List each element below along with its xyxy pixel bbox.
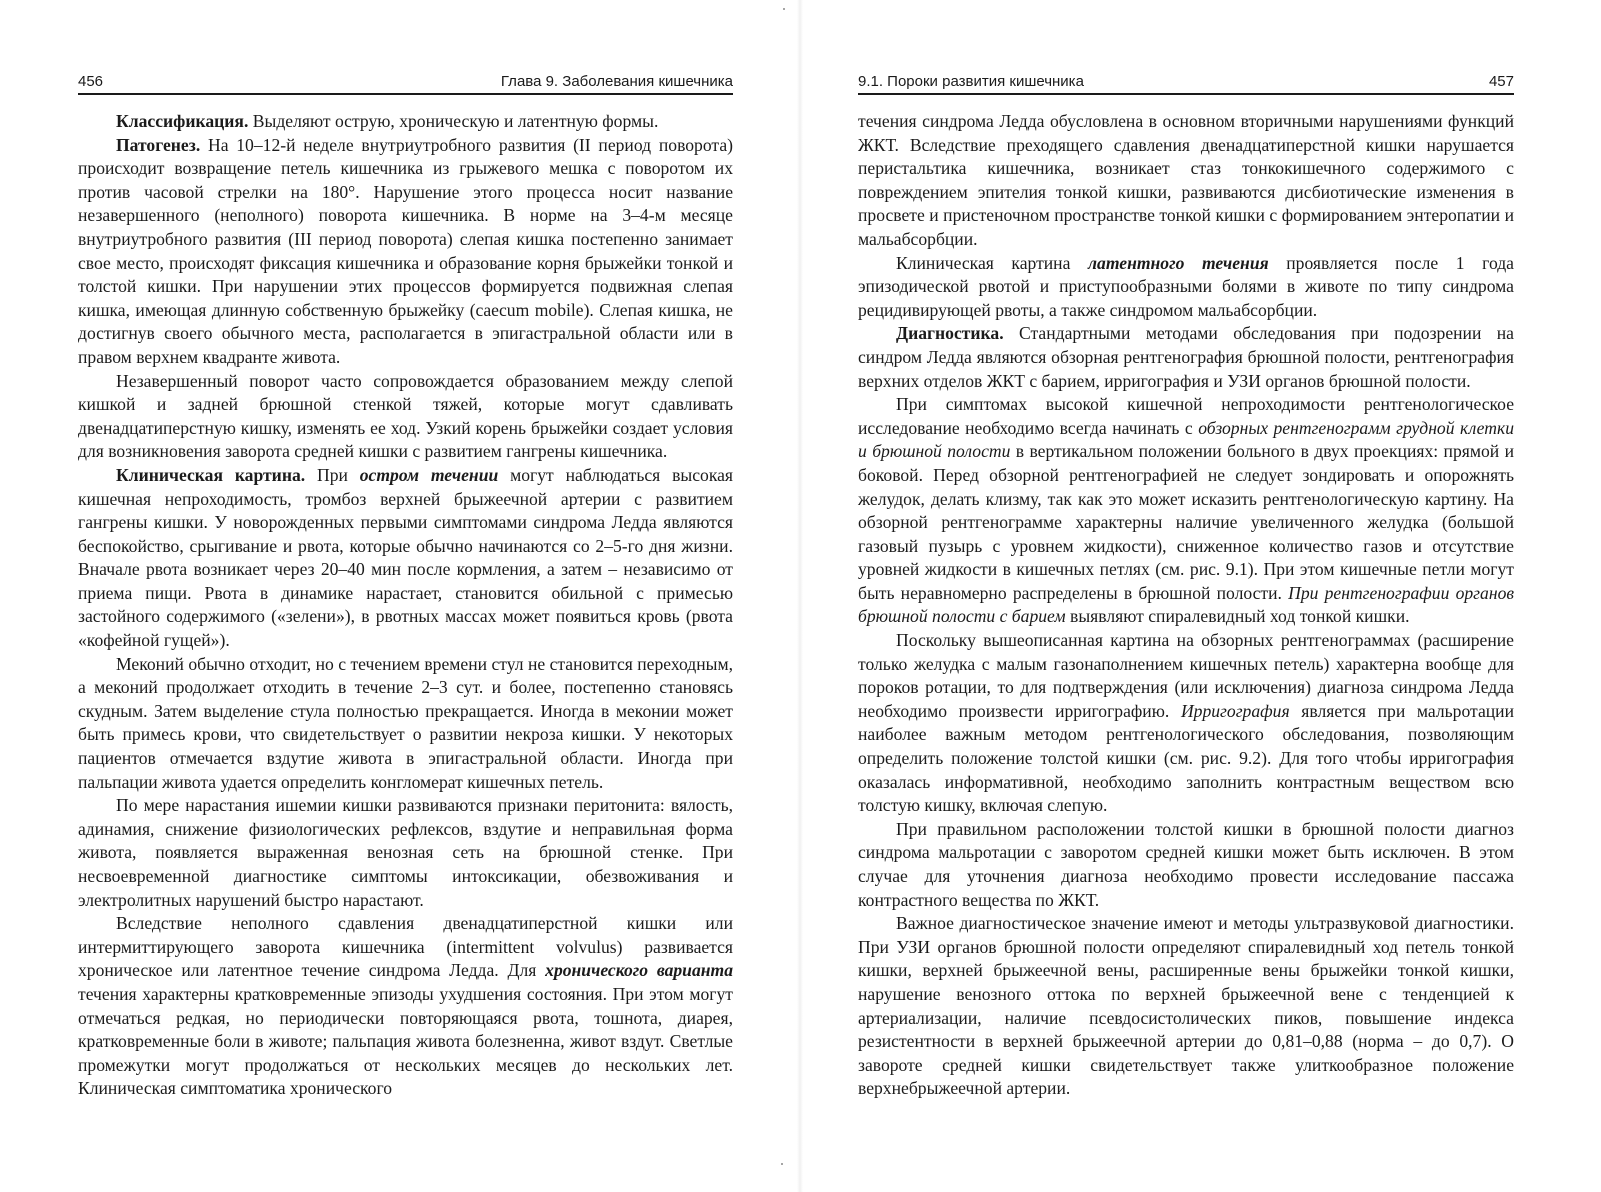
paragraph-irrigography <box>858 629 1514 818</box>
paragraph-text: Стандартными методами обследования при подозрении на синдром Ледда являются обзорная рентгенография брюшной полости, рентгенография верхних отделов ЖКТ с барием, ирригография и УЗИ органов брюшной полости. <box>858 323 1514 391</box>
emphasis-chronic-variant: хронического варианта <box>545 960 733 981</box>
right-page-number: 457 <box>1488 73 1514 90</box>
paragraph-diagnostics <box>858 322 1514 393</box>
scan-speck <box>783 8 785 10</box>
emphasis-irrigography: Ирригография <box>1180 700 1290 721</box>
paragraph-latent-course <box>858 252 1514 323</box>
left-page <box>0 0 800 1192</box>
left-page-body <box>78 110 733 1101</box>
scan-speck <box>781 1163 783 1165</box>
left-page-number: 456 <box>78 73 104 90</box>
paragraph-ischemia: По мере нарастания ишемии кишки развиваются признаки перитонита: вялость, адинамия, снижение физиологических рефлексов, вздутие и неправильная форма живота, появляется выраженная венозная сеть на брюшной стенке. При несвоевременной диагностике симптомы интоксикации, обезвоживания и электролитных нарушений быстро нарастают. <box>78 795 733 910</box>
emphasis-barium-radiography: При рентгенографии органов брюшной полости с барием <box>858 582 1514 627</box>
paragraph-text: является при мальротации наиболее важным методом рентгенологического обследования, позволяющим определить положение толстой кишки (см. рис. 9.2). Для того чтобы ирригография оказалась информативной, необходимо заполнить контрастным веществом всю толстую кишку, включая слепую. <box>858 700 1514 816</box>
heading-classification: Классификация. <box>116 111 249 131</box>
paragraph-ultrasound: Важное диагностическое значение имеют и методы ультразвуковой диагностики. При УЗИ органов брюшной полости определяют спиралевидный ход петель тонкой кишки, верхней брыжеечной вены, расширенные вены брыжейки тонкой кишки, нарушение венозного оттока по верхней брыжеечной вене с тенденцией к артериализации, наличие псевдосистолических пиков, повышение индекса резистентности в верхней брыжеечной артерии до 0,81–0,88 (норма – до 0,7). О завороте средней кишки свидетельствует также улиткообразное положение верхнебрыжеечной артерии. <box>858 913 1514 1099</box>
paragraph-pathogenesis <box>78 134 733 370</box>
heading-pathogenesis: Патогенез. <box>116 134 201 155</box>
paragraph-text: в вертикальном положении больного в двух проекциях: прямой и боковой. Перед обзорной рентгенографией не следует зондировать и опорожнять желудок, делать клизму, так как это может исказить рентгенологическую картину. На обзорной рентгенограмме характерны наличие увеличенного желудка (большой газовый пузырь с уровнем жидкости), сниженное количество газов и отсутствие уровней жидкости в кишечных петлях (см. рис. 9.1). При этом кишечные петли могут быть неравномерно распределены в брюшной полости. <box>858 441 1514 603</box>
emphasis-acute-course: остром течении <box>359 464 499 485</box>
left-page-header <box>78 73 733 95</box>
paragraph-text: На 10–12-й неделе внутриутробного развития (II период поворота) происходит возвращение петель кишечника из грыжевого мешка с поворотом их против часовой стрелки на 180°. Нарушение этого процесса носит название незавершенного (неполного) поворота кишечника. В норме на 3–4-м месяце внутриутробного развития (III период поворота) слепая кишка постепенно занимает свое место, происходят фиксация кишечника и образование корня брыжейки тонкой и толстой кишки. При нарушении этих процессов формируется подвижная слепая кишка, имеющая длинную собственную брыжейку (caecum mobile). Слепая кишка, не достигнув своего обычного места, располагается в эпигастральной области или в правом верхнем квадранте живота. <box>78 134 733 367</box>
heading-diagnostics: Диагностика. <box>896 323 1004 344</box>
paragraph-text: течения характерны кратковременные эпизоды ухудшения состояния. При этом могут отмечаться редкая, но периодически повторяющаяся рвота, тошнота, диарея, кратковременные боли в животе; пальпация живота болезненна, живот вздут. Светлые промежутки могут продолжаться от нескольких месяцев до нескольких лет. Клиническая симптоматика хронического <box>78 983 733 1099</box>
paragraph-text: Поскольку вышеописанная картина на обзорных рентгенограммах (расширение только желудка с малым газонаполнением кишечных петель) характерна вообще для пороков ротации, то для подтверждения (или исключения) диагноза синдрома Ледда необходимо произвести ирригографию. <box>858 630 1514 721</box>
paragraph-text: При <box>305 464 360 485</box>
paragraph-text: Клиническая картина <box>896 252 1088 273</box>
paragraph-continuation: течения синдрома Ледда обусловлена в основном вторичными нарушениями функций ЖКТ. Вследствие преходящего сдавления двенадцатиперстной кишки нарушается перистальтика кишечника, возникает стаз тонкокишечного содержимого с повреждением эпителия тонкой кишки, развиваются дисбиотические изменения в просвете и пристеночном пространстве тонкой кишки с формированием энтеропатии и мальабсорбции. <box>858 111 1514 249</box>
paragraph-text: проявляется после 1 года эпизодической рвотой и приступообразными болями в животе по типу синдрома рецидивирующей рвоты, а также синдромом мальабсорбции. <box>858 252 1514 320</box>
paragraph-text: При симптомах высокой кишечной непроходимости рентгенологическое исследование необходимо всегда начинать с <box>858 394 1514 438</box>
paragraph-incomplete-rotation: Незавершенный поворот часто сопровождается образованием между слепой кишкой и задней брюшной стенкой тяжей, которые могут сдавливать двенадцатиперстную кишку, изменять ее ход. Узкий корень брыжейки создает условия для возникновения заворота средней кишки с развитием гангрены кишечника. <box>78 370 733 462</box>
emphasis-survey-radiographs: обзорных рентгенограмм грудной клетки и брюшной полости <box>858 417 1514 462</box>
paragraph-text: могут наблюдаться высокая кишечная непроходимость, тромбоз верхней брыжеечной артерии с развитием гангрены кишки. У новорожденных первыми симптомами синдрома Ледда являются беспокойство, срыгивание и рвота, которые обычно начинаются со 2–5-го дня жизни. Вначале рвота возникает через 20–40 мин после кормления, а затем – независимо от приема пищи. Рвота в динамике нарастает, становится обильной с примесью застойного содержимого («зелени»), в рвотных массах может появиться кровь (рвота «кофейной гущей»). <box>78 464 734 651</box>
paragraph-colon-position: При правильном расположении толстой кишки в брюшной полости диагноз синдрома мальротации с заворотом средней кишки может быть исключен. В этом случае для уточнения диагноза необходимо провести исследование пассажа контрастного вещества по ЖКТ. <box>858 818 1514 910</box>
emphasis-latent-course: латентного течения <box>1088 252 1269 273</box>
heading-clinical-picture: Клиническая картина. <box>116 464 306 485</box>
paragraph-radiography <box>858 393 1514 629</box>
paragraph-classification <box>78 110 733 134</box>
right-running-title: 9.1. Пороки развития кишечника <box>858 73 1084 90</box>
paragraph-text: выявляют спиралевидный ход тонкой кишки. <box>1065 606 1410 627</box>
paragraph-clinical-picture <box>78 464 733 653</box>
right-page <box>800 0 1601 1192</box>
left-running-title: Глава 9. Заболевания кишечника <box>500 73 733 90</box>
paragraph-meconium: Меконий обычно отходит, но с течением времени стул не становится переходным, а меконий продолжает отходить в течение 2–3 сут. и более, постепенно становясь скудным. Затем выделение стула полностью прекращается. Иногда в меконии может быть примесь крови, что свидетельствует о развитии некроза кишки. У некоторых пациентов отмечается вздутие живота в эпигастральной области. Иногда при пальпации живота удается определить конгломерат кишечных петель. <box>78 653 733 792</box>
paragraph-text: Вследствие неполного сдавления двенадцатиперстной кишки или интермиттирующего заворота кишечника (intermittent volvulus) развивается хроническое или латентное течение синдрома Ледда. Для <box>78 913 733 981</box>
right-page-body <box>858 110 1514 1101</box>
paragraph-chronic <box>78 912 733 1101</box>
right-page-header <box>858 73 1514 95</box>
paragraph-text: Выделяют острую, хроническую и латентную формы. <box>248 111 659 131</box>
